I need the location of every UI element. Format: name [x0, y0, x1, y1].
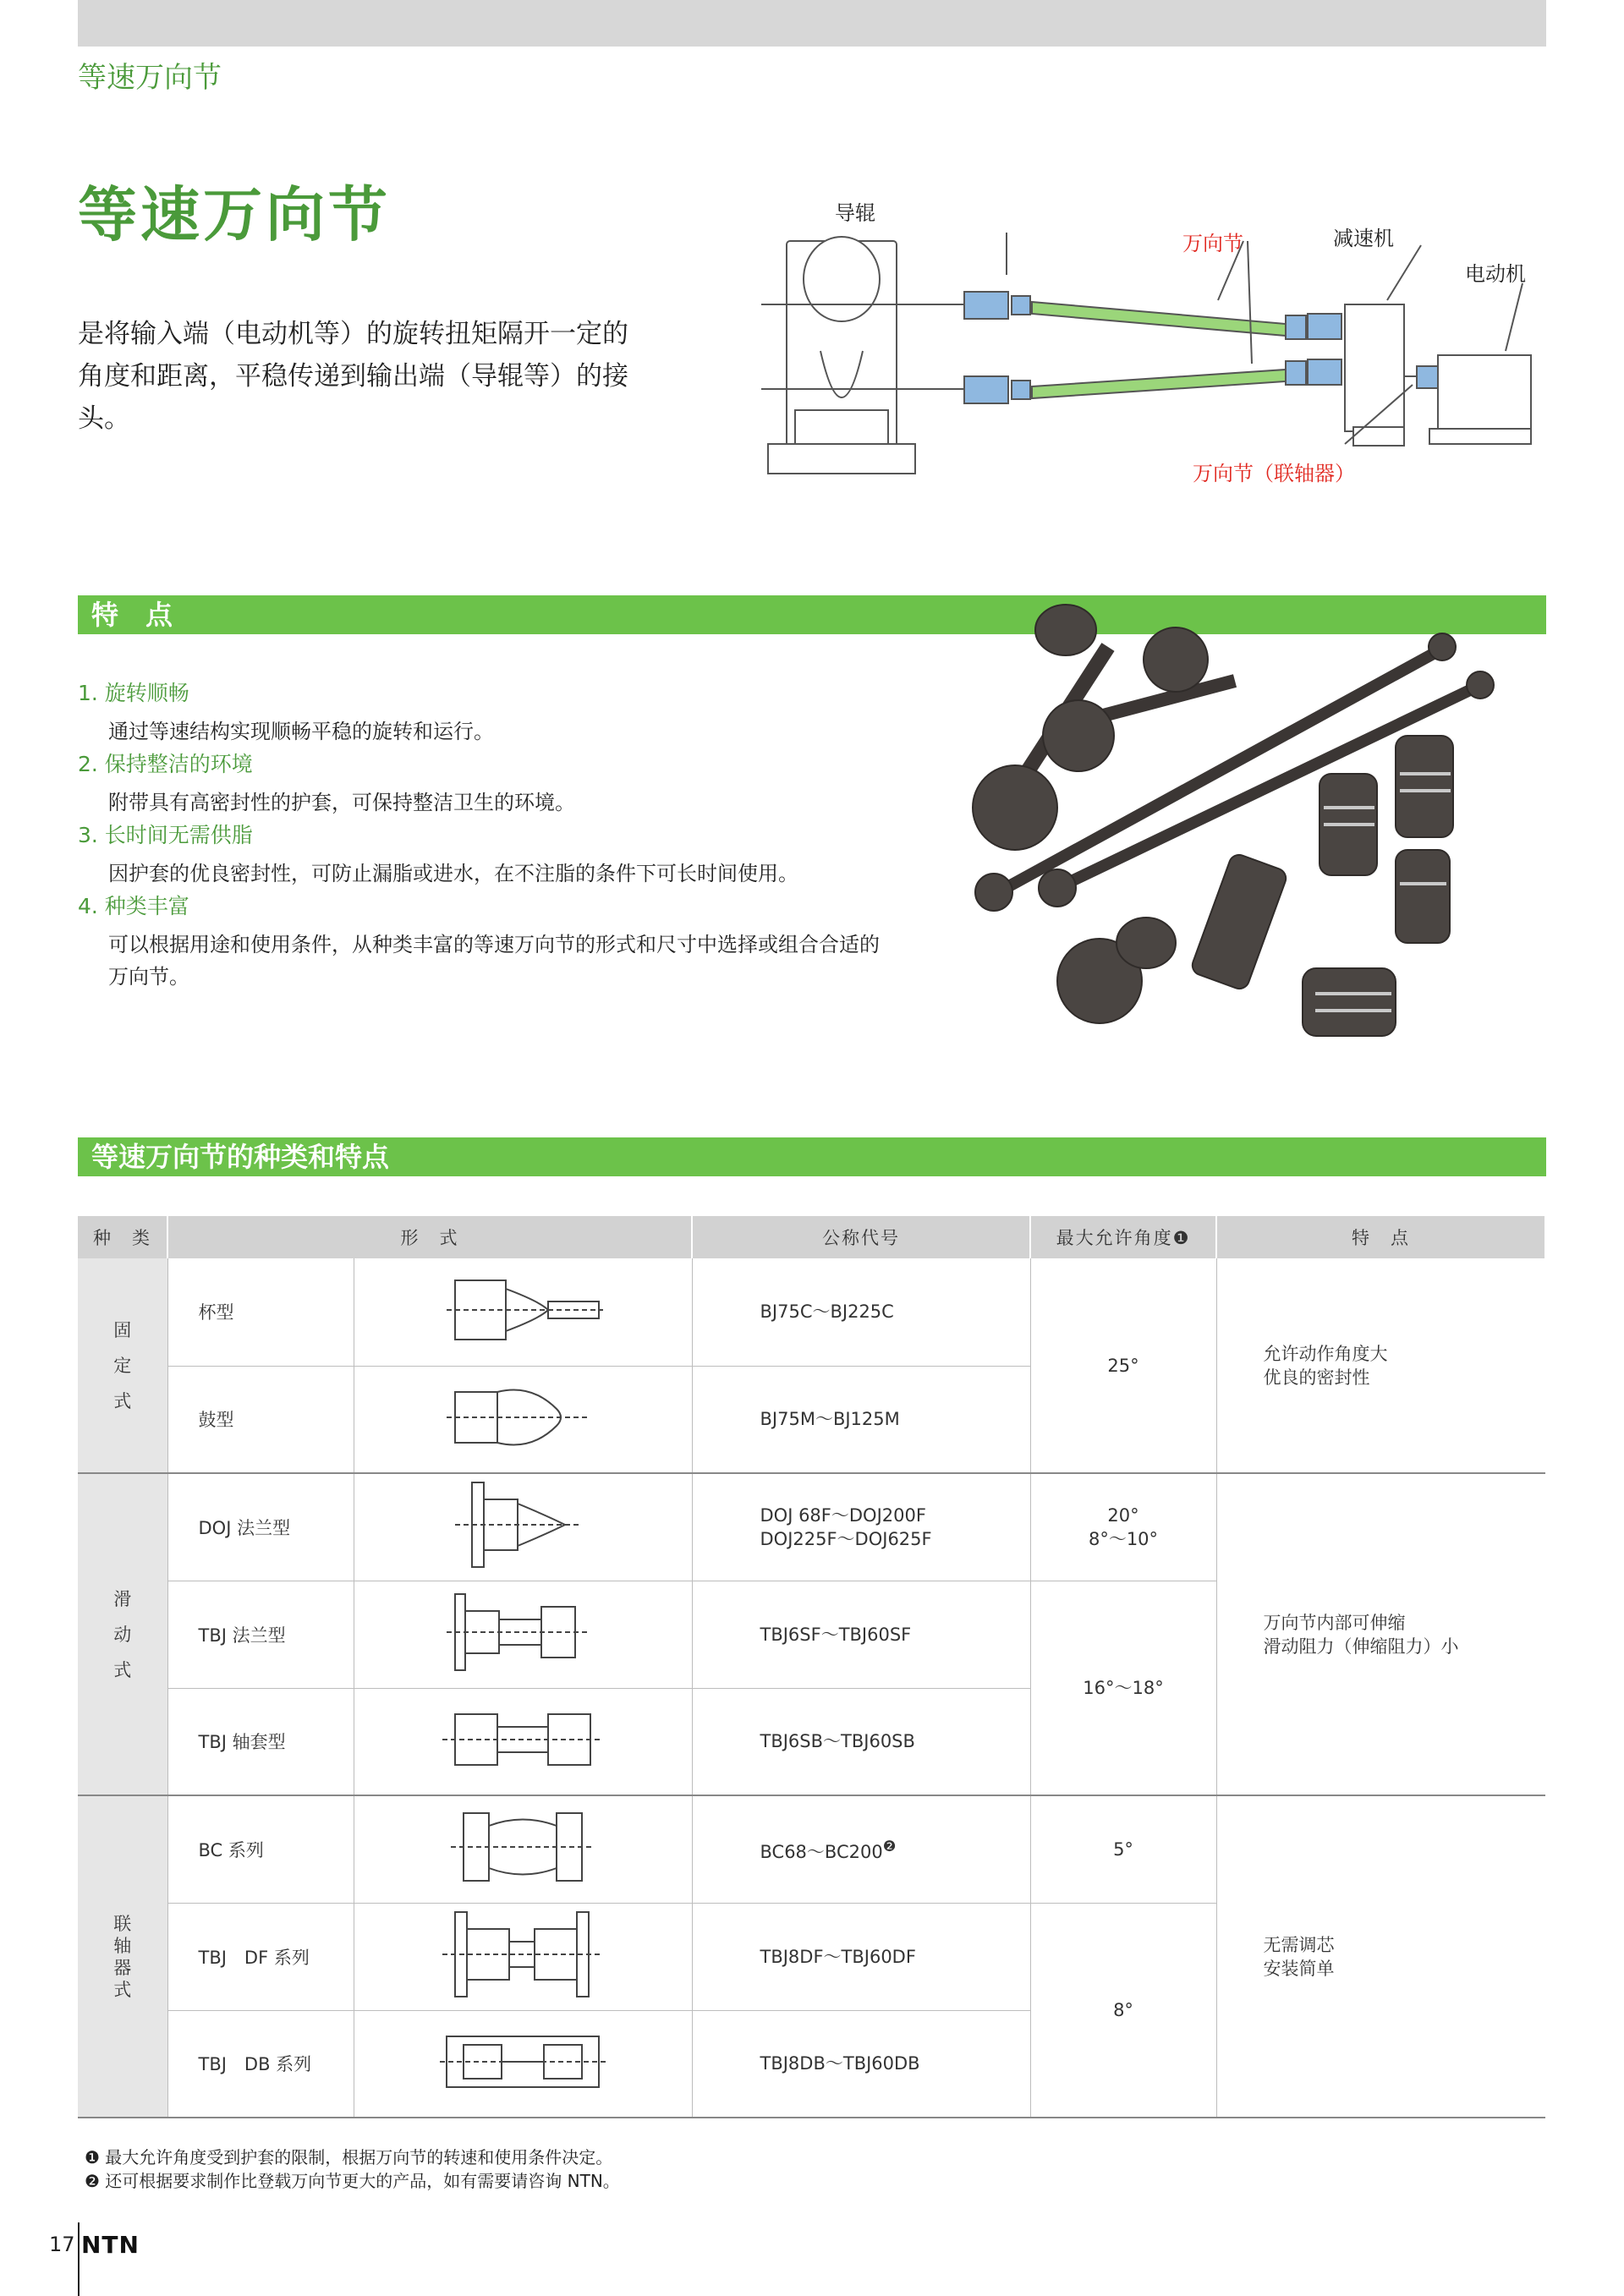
label-motor: 电动机	[1465, 262, 1526, 286]
max-angle: 8°	[1030, 1903, 1216, 2118]
intro-text: 是将输入端（电动机等）的旋转扭矩隔开一定的角度和距离，平稳传递到输出端（导辊等）的接头。	[78, 319, 628, 434]
joint-drawing	[354, 1366, 692, 1473]
type-name: 杯型	[167, 1258, 354, 1366]
application-diagram	[761, 190, 1556, 495]
footer-divider	[78, 2222, 80, 2296]
joint-drawing	[354, 2010, 692, 2118]
footnote: ❶ 最大允许角度受到护套的限制，根据万向节的转速和使用条件决定。	[85, 2147, 613, 2167]
footnotes	[85, 2145, 620, 2193]
type-name: BC 系列	[167, 1795, 354, 1903]
brand-logo: NTN	[81, 2231, 140, 2259]
feature-desc: 可以根据用途和使用条件，从种类丰富的等速万向节的形式和尺寸中选择或组合合适的万向节。	[108, 933, 880, 989]
col-form: 形 式	[167, 1216, 692, 1258]
features-section-bar: 特 点	[78, 595, 1546, 634]
label-coupling: 万向节（联轴器）	[1193, 462, 1355, 485]
page-title: 等速万向节	[78, 180, 391, 249]
cup-type-drawing	[438, 1268, 607, 1352]
breadcrumb: 等速万向节	[78, 61, 222, 95]
feature-title: 1. 旋转顺畅	[78, 681, 189, 705]
type-name: TBJ 轴套型	[167, 1688, 354, 1795]
table-row	[78, 1795, 1545, 1903]
feature-item	[78, 748, 890, 819]
table-row	[78, 1258, 1545, 1366]
footnote: ❷ 还可根据要求制作比登载万向节更大的产品，如有需要请咨询 NTN。	[85, 2171, 620, 2191]
top-bar	[78, 0, 1546, 47]
joint-drawing	[354, 1688, 692, 1795]
note-mark-1: ❶	[1172, 1228, 1191, 1248]
nominal-code: TBJ8DB～TBJ60DB	[692, 2010, 1030, 2118]
feature-title: 4. 种类丰富	[78, 894, 189, 918]
col-category: 种 类	[78, 1216, 167, 1258]
code-text: BC68～BC200	[760, 1841, 883, 1862]
max-angle: 25°	[1030, 1258, 1216, 1473]
max-angle: 16°～18°	[1030, 1581, 1216, 1795]
nominal-code: DOJ 68F～DOJ200F DOJ225F～DOJ625F	[692, 1473, 1030, 1581]
bc-series-drawing	[438, 1805, 607, 1889]
type-name: DOJ 法兰型	[167, 1473, 354, 1581]
type-name: 鼓型	[167, 1366, 354, 1473]
col-angle-label: 最大允许角度	[1056, 1228, 1173, 1248]
feature-desc: 因护套的优良密封性，可防止漏脂或进水，在不注脂的条件下可长时间使用。	[108, 862, 798, 885]
category-fixed: 固 定 式	[78, 1258, 167, 1473]
category-sliding: 滑 动 式	[78, 1473, 167, 1795]
label-universal-joint: 万向节	[1182, 232, 1243, 255]
joint-drawing	[354, 1473, 692, 1581]
nominal-code: BJ75M～BJ125M	[692, 1366, 1030, 1473]
joint-drawing	[354, 1903, 692, 2010]
label-reducer: 减速机	[1333, 227, 1394, 250]
nominal-code: TBJ6SF～TBJ60SF	[692, 1581, 1030, 1688]
feature-item	[78, 819, 890, 890]
feature-desc: 附带具有高密封性的护套，可保持整洁卫生的环境。	[108, 791, 575, 814]
col-angle	[1030, 1216, 1216, 1258]
max-angle: 20° 8°～10°	[1030, 1473, 1216, 1581]
feature-title: 2. 保持整洁的环境	[78, 752, 253, 776]
tbj-db-drawing	[438, 2028, 607, 2096]
joint-drawing	[354, 1795, 692, 1903]
joint-drawing	[354, 1581, 692, 1688]
tbj-df-drawing	[438, 1908, 607, 2001]
nominal-code: TBJ6SB～TBJ60SB	[692, 1688, 1030, 1795]
joint-drawing	[354, 1258, 692, 1366]
joint-types-table	[78, 1216, 1546, 2118]
max-angle: 5°	[1030, 1795, 1216, 1903]
product-photo	[964, 596, 1522, 1070]
category-coupling: 联 轴 器 式	[78, 1795, 167, 2118]
table-row	[78, 1473, 1545, 1581]
note-mark-2: ❷	[882, 1838, 897, 1855]
type-name: TBJ DB 系列	[167, 2010, 354, 2118]
doj-flange-drawing	[438, 1478, 607, 1571]
col-feature: 特 点	[1216, 1216, 1545, 1258]
tbj-flange-drawing	[438, 1590, 607, 1674]
feature-item	[78, 890, 890, 993]
nominal-code: BJ75C～BJ225C	[692, 1258, 1030, 1366]
feature-item	[78, 677, 890, 748]
col-code: 公称代号	[692, 1216, 1030, 1258]
type-feature: 万向节内部可伸缩 滑动阻力（伸缩阻力）小	[1216, 1473, 1545, 1795]
feature-title: 3. 长时间无需供脂	[78, 823, 253, 847]
nominal-code	[692, 1795, 1030, 1903]
type-feature: 允许动作角度大 优良的密封性	[1216, 1258, 1545, 1473]
drum-type-drawing	[438, 1375, 607, 1460]
type-name: TBJ DF 系列	[167, 1903, 354, 2010]
nominal-code: TBJ8DF～TBJ60DF	[692, 1903, 1030, 2010]
label-guide-roller: 导辊	[835, 201, 875, 225]
page-number: 17	[49, 2233, 75, 2256]
types-section-bar: 等速万向节的种类和特点	[78, 1137, 1546, 1176]
tbj-sleeve-drawing	[438, 1697, 607, 1782]
type-feature: 无需调芯 安装简单	[1216, 1795, 1545, 2118]
feature-desc: 通过等速结构实现顺畅平稳的旋转和运行。	[108, 720, 494, 743]
type-name: TBJ 法兰型	[167, 1581, 354, 1688]
